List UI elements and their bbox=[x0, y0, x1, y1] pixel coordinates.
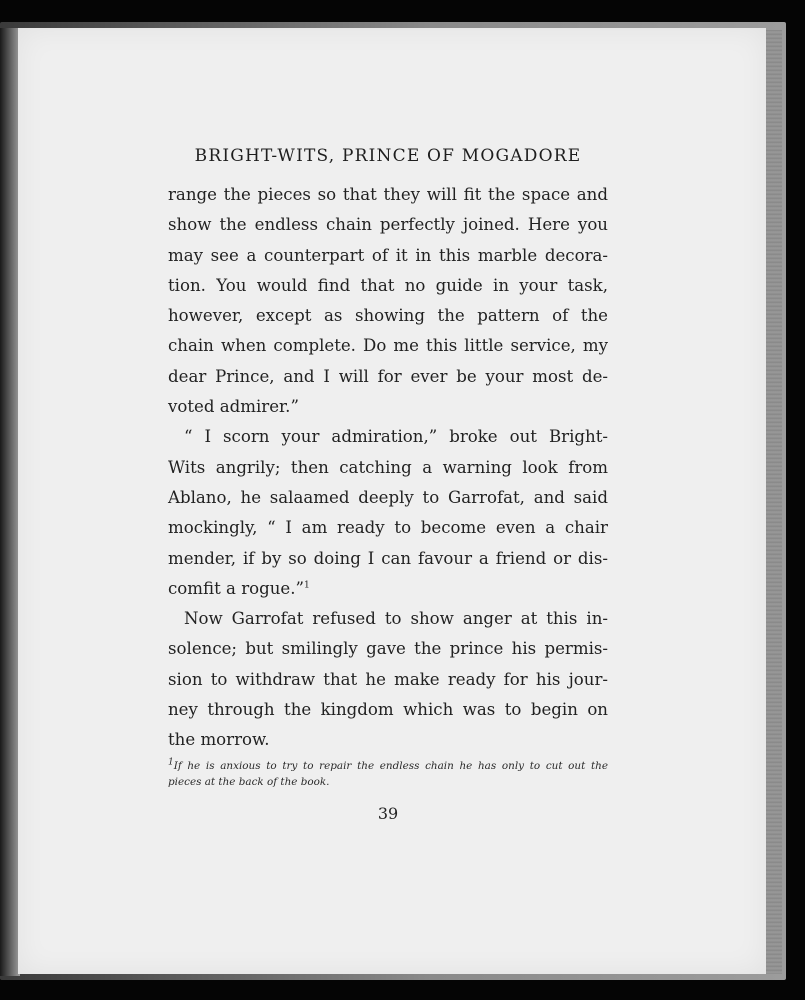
text-line: “ I scorn your admiration,” broke out Bright- bbox=[184, 427, 608, 447]
running-head: BRIGHT-WITS, PRINCE OF MOGADORE bbox=[194, 146, 582, 166]
text-line: dear Prince, and I will for ever be your most de- bbox=[168, 366, 608, 386]
text-line: however, except as showing the pattern of the bbox=[168, 306, 608, 326]
text-line: show the endless chain perfectly joined. Here you bbox=[168, 215, 608, 235]
page-number: 39 bbox=[377, 803, 399, 823]
text-line: the morrow. bbox=[168, 730, 270, 750]
text-line-with-footnote bbox=[168, 574, 608, 604]
text-line: voted admirer.” bbox=[168, 397, 299, 417]
footnote-text: If he is anxious to try to repair the endless chain he has only to cut out the bbox=[173, 759, 608, 772]
text-line: Wits angrily; then catching a warning look from bbox=[168, 457, 608, 477]
text-line: sion to withdraw that he make ready for his jour- bbox=[168, 669, 608, 689]
text-line: chain when complete. Do me this little service, my bbox=[168, 336, 608, 356]
paragraph-1 bbox=[168, 180, 608, 422]
text-line: tion. You would find that no guide in your task, bbox=[168, 275, 608, 295]
text-line: may see a counterpart of it in this marble decora- bbox=[168, 245, 608, 265]
text-line: solence; but smilingly gave the prince his permis- bbox=[168, 639, 608, 659]
footnote-reference: 1 bbox=[304, 580, 310, 591]
text-line: mender, if by so doing I can favour a friend or dis- bbox=[168, 548, 608, 568]
page-text-block bbox=[168, 146, 608, 823]
text-line: ney through the kingdom which was to begin on bbox=[168, 700, 608, 720]
footnote bbox=[168, 758, 608, 790]
page-edge-stack bbox=[766, 30, 782, 974]
footnote-line bbox=[168, 758, 608, 774]
footnote-marker: 1 bbox=[168, 757, 174, 768]
footnote-line: pieces at the back of the book. bbox=[168, 775, 330, 788]
text-line: Ablano, he salaamed deeply to Garrofat, and said bbox=[168, 487, 608, 507]
paragraph-3 bbox=[168, 604, 608, 755]
text-line: mockingly, “ I am ready to become even a chair bbox=[168, 518, 608, 538]
text-line: comfit a rogue.” bbox=[168, 578, 305, 598]
paragraph-2 bbox=[168, 422, 608, 604]
text-line: range the pieces so that they will fit the space and bbox=[168, 185, 608, 204]
book-spine-edge bbox=[0, 28, 20, 976]
text-line: Now Garrofat refused to show anger at this in- bbox=[184, 609, 608, 629]
